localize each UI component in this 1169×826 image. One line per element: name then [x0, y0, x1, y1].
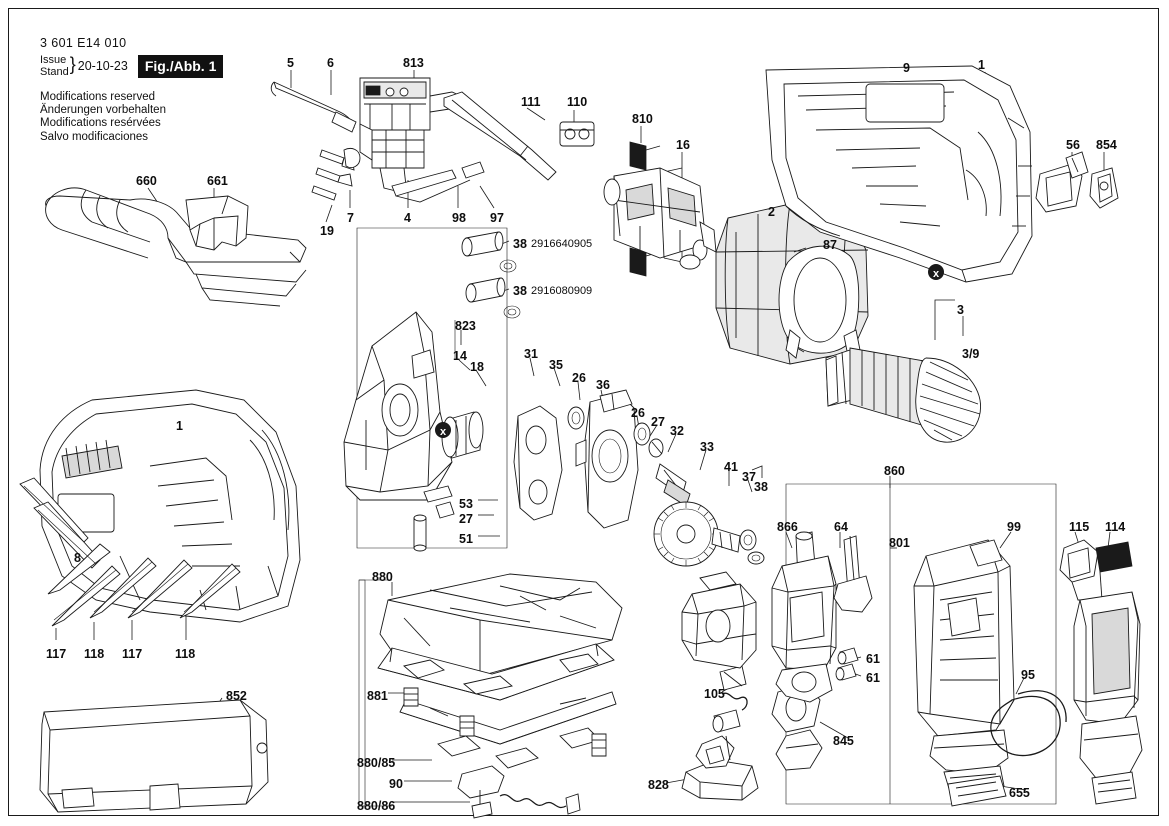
callout-115: 115: [1069, 520, 1090, 534]
callout-880-86: 880/86: [357, 799, 396, 813]
part-87-bearing-ring: [779, 246, 860, 358]
callout-881: 881: [367, 689, 388, 703]
callout-655: 655: [1009, 786, 1030, 800]
callout-53: 53: [459, 497, 473, 511]
callout-16: 16: [676, 138, 690, 152]
callout-98: 98: [452, 211, 466, 225]
callout-860: 860: [884, 464, 905, 478]
callout-2916080909: 2916080909: [531, 285, 593, 297]
callout-38: 38: [754, 480, 768, 494]
callout-95: 95: [1021, 668, 1035, 682]
callout-810: 810: [632, 112, 653, 126]
part-19-7-screws: [312, 148, 360, 200]
callout-19: 19: [320, 224, 334, 238]
callout-852: 852: [226, 689, 247, 703]
part-661-guard: [186, 196, 248, 250]
modifications-line-fr: Modifications resérvées: [40, 117, 161, 130]
figure-badge: Fig./Abb. 1: [138, 55, 224, 78]
part-33-gear: [654, 502, 740, 566]
callout-27: 27: [459, 512, 473, 526]
part-880-base-plate-assembly: [378, 574, 622, 768]
part-828-shoe: [682, 736, 758, 800]
callout-97: 97: [490, 211, 504, 225]
modifications-line-de: Änderungen vorbehalten: [40, 104, 166, 117]
part-38-bushings: [462, 232, 520, 318]
callout-880-85: 880/85: [357, 756, 396, 770]
callout-90: 90: [389, 777, 403, 791]
callout-8: 8: [74, 551, 81, 565]
part-801-motor-housing: [914, 540, 1014, 792]
part-880-86-spring: [500, 794, 580, 814]
callout-117: 117: [122, 647, 143, 661]
callout-117: 117: [46, 647, 67, 661]
part-number: 3 601 E14 010: [40, 36, 127, 50]
brace-glyph: }: [69, 54, 76, 74]
callout-111: 111: [521, 95, 541, 109]
callout-41: 41: [724, 460, 738, 474]
modifications-line-en: Modifications reserved: [40, 91, 156, 103]
callout-26: 26: [572, 371, 586, 385]
callout-5: 5: [287, 56, 294, 70]
callout-880: 880: [372, 570, 393, 584]
callout-2: 2: [768, 205, 775, 219]
callout-38: 38: [513, 284, 527, 298]
callout-56: 56: [1066, 138, 1080, 152]
callout-854: 854: [1096, 138, 1117, 152]
callout-660: 660: [136, 174, 157, 188]
part-56-854-clamp: [1036, 152, 1118, 212]
part-852-base-plate-insert: [40, 700, 268, 812]
callout-64: 64: [834, 520, 848, 534]
issue-date: 20-10-23: [77, 59, 128, 73]
part-90-knob: [458, 766, 504, 818]
part-115-114-module: [1060, 540, 1142, 804]
callout-1: 1: [978, 58, 985, 72]
callout-31: 31: [524, 347, 538, 361]
svg-text:x: x: [439, 426, 447, 438]
part-16-brush-holder: [604, 168, 716, 269]
callout-33: 33: [700, 440, 714, 454]
callout-661: 661: [207, 174, 228, 188]
callout-2916640905: 2916640905: [531, 238, 593, 250]
callout-114: 114: [1105, 520, 1126, 534]
callout-866: 866: [777, 520, 798, 534]
callout-32: 32: [670, 424, 684, 438]
callout-6: 6: [327, 56, 334, 70]
callout-26: 26: [631, 406, 645, 420]
callout-813: 813: [403, 56, 424, 70]
part-35-washer: [568, 407, 584, 429]
callout-4: 4: [404, 211, 411, 225]
callout-110: 110: [567, 95, 588, 109]
callout-87: 87: [823, 238, 837, 252]
callout-27: 27: [651, 415, 665, 429]
callout-118: 118: [84, 647, 105, 661]
callout-3: 3: [957, 303, 964, 317]
part-31-plate: [514, 406, 562, 520]
callout-38: 38: [513, 237, 527, 251]
issue-label-de: Stand: [40, 65, 69, 78]
callout-3-9: 3/9: [962, 347, 980, 361]
part-823-gearbox-housing: [344, 312, 452, 500]
callout-37: 37: [742, 470, 756, 484]
callout-51: 51: [459, 532, 473, 546]
callout-105: 105: [704, 687, 725, 701]
callout-828: 828: [648, 778, 669, 792]
callout-801: 801: [889, 536, 910, 550]
callout-118: 118: [175, 647, 196, 661]
callout-845: 845: [833, 734, 854, 748]
part-61-screws: [836, 648, 858, 680]
callout-61: 61: [866, 652, 880, 666]
callout-7: 7: [347, 211, 354, 225]
modifications-line-es: Salvo modificaciones: [40, 130, 149, 143]
svg-text:x: x: [932, 268, 940, 280]
callout-99: 99: [1007, 520, 1021, 534]
callout-14: 14: [453, 349, 467, 363]
issue-label-en: Issue: [40, 54, 67, 66]
callout-9: 9: [903, 61, 910, 75]
callout-61: 61: [866, 671, 880, 685]
callout-35: 35: [549, 358, 563, 372]
callout-823: 823: [455, 319, 476, 333]
part-6-cord-sleeve: [332, 112, 356, 132]
part-32-shaft: [656, 464, 690, 506]
part-110-contact-block: [560, 122, 594, 146]
part-41-37-38-washers: [740, 530, 764, 564]
part-26-36-gear-housing: [576, 390, 638, 528]
part-3-armature: [826, 348, 981, 442]
callout-1: 1: [176, 419, 183, 433]
callout-36: 36: [596, 378, 610, 392]
part-866-plunger-rod: [772, 532, 836, 702]
callout-18: 18: [470, 360, 484, 374]
part-660-dust-nozzle: [46, 188, 306, 306]
